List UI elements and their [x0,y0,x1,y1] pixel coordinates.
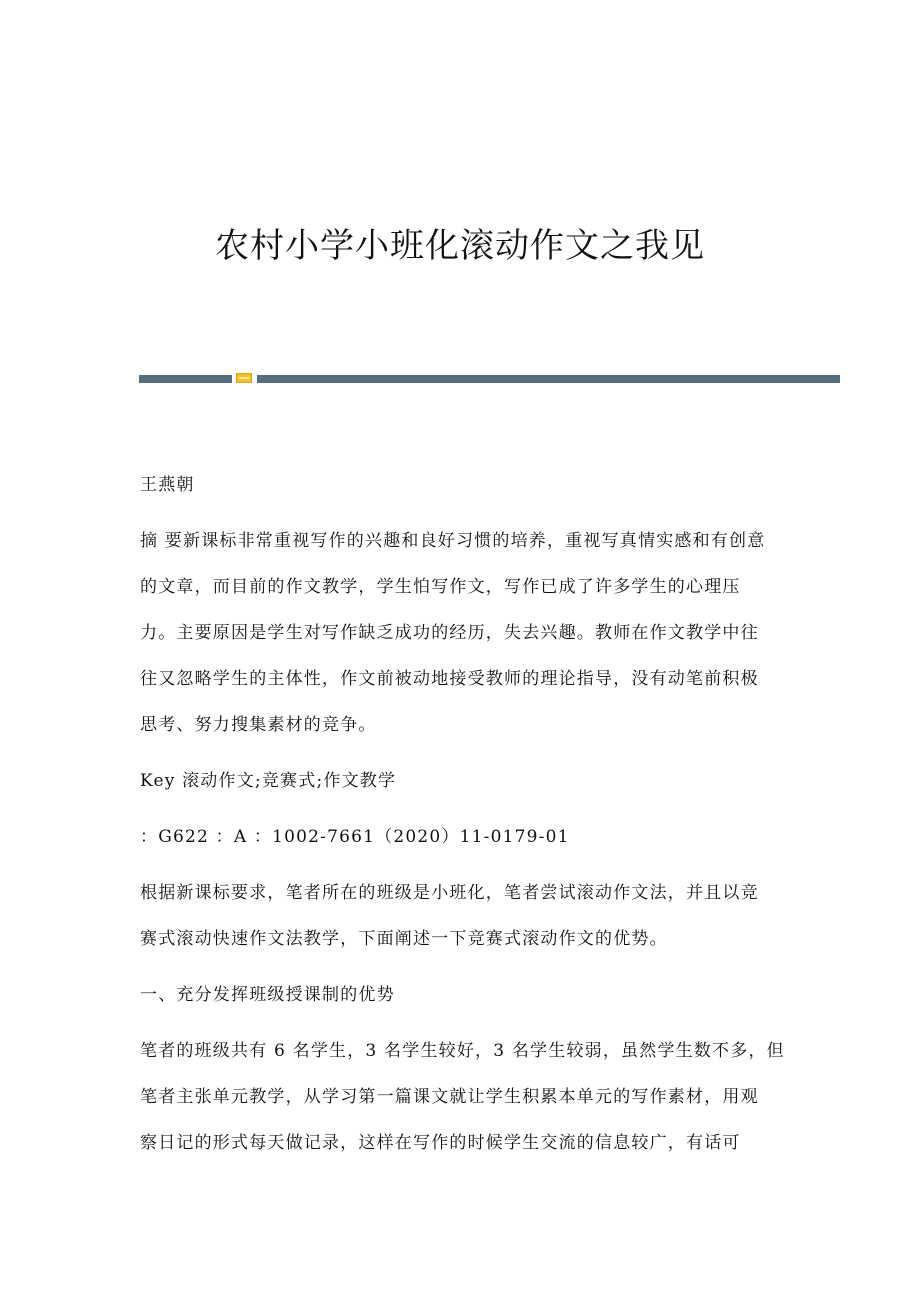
text-line: 一、充分发挥班级授课制的优势 [140,985,395,1005]
text-line: 根据新课标要求，笔者所在的班级是小班化，笔者尝试滚动作文法，并且以竞 [140,883,759,903]
text-line: 笔者主张单元教学，从学习第一篇课文就让学生积累本单元的写作素材，用观 [140,1087,759,1107]
text-line: 摘 要新课标非常重视写作的兴趣和良好习惯的培养，重视写真情实感和有创意 [140,531,766,551]
document-title: 农村小学小班化滚动作文之我见 [215,226,705,266]
document-body [140,470,800,1184]
section-heading [140,980,800,1026]
author [140,470,800,516]
text-line: 的文章，而目前的作文教学，学生怕写作文，写作已成了许多学生的心理压 [140,577,741,597]
text-line: 察日记的形式每天做记录，这样在写作的时候学生交流的信息较广，有话可 [140,1133,741,1153]
text-line: 笔者的班级共有 6 名学生，3 名学生较好，3 名学生较弱，虽然学生数不多，但 [140,1041,785,1061]
text-line: 往又忽略学生的主体性，作文前被动地接受教师的理论指导，没有动笔前积极 [140,669,759,689]
section-paragraph [140,1036,800,1174]
text-line: 力。主要原因是学生对写作缺乏成功的经历，失去兴趣。教师在作文教学中往 [140,623,759,643]
text-line: ：G622 ：A ：1002-7661（2020）11-0179-01 [140,827,570,847]
intro-paragraph [140,878,800,970]
abstract [140,526,800,756]
ornament-icon [236,373,252,383]
text-line: 王燕朝 [140,475,195,495]
title-rule-right [257,375,840,383]
text-line: 思考、努力搜集素材的竞争。 [140,715,377,735]
classification [140,822,800,868]
text-line: 赛式滚动快速作文法教学，下面阐述一下竞赛式滚动作文的优势。 [140,929,668,949]
keywords [140,766,800,812]
text-line: Key 滚动作文;竞赛式;作文教学 [140,771,397,791]
title-rule-left [139,375,232,383]
